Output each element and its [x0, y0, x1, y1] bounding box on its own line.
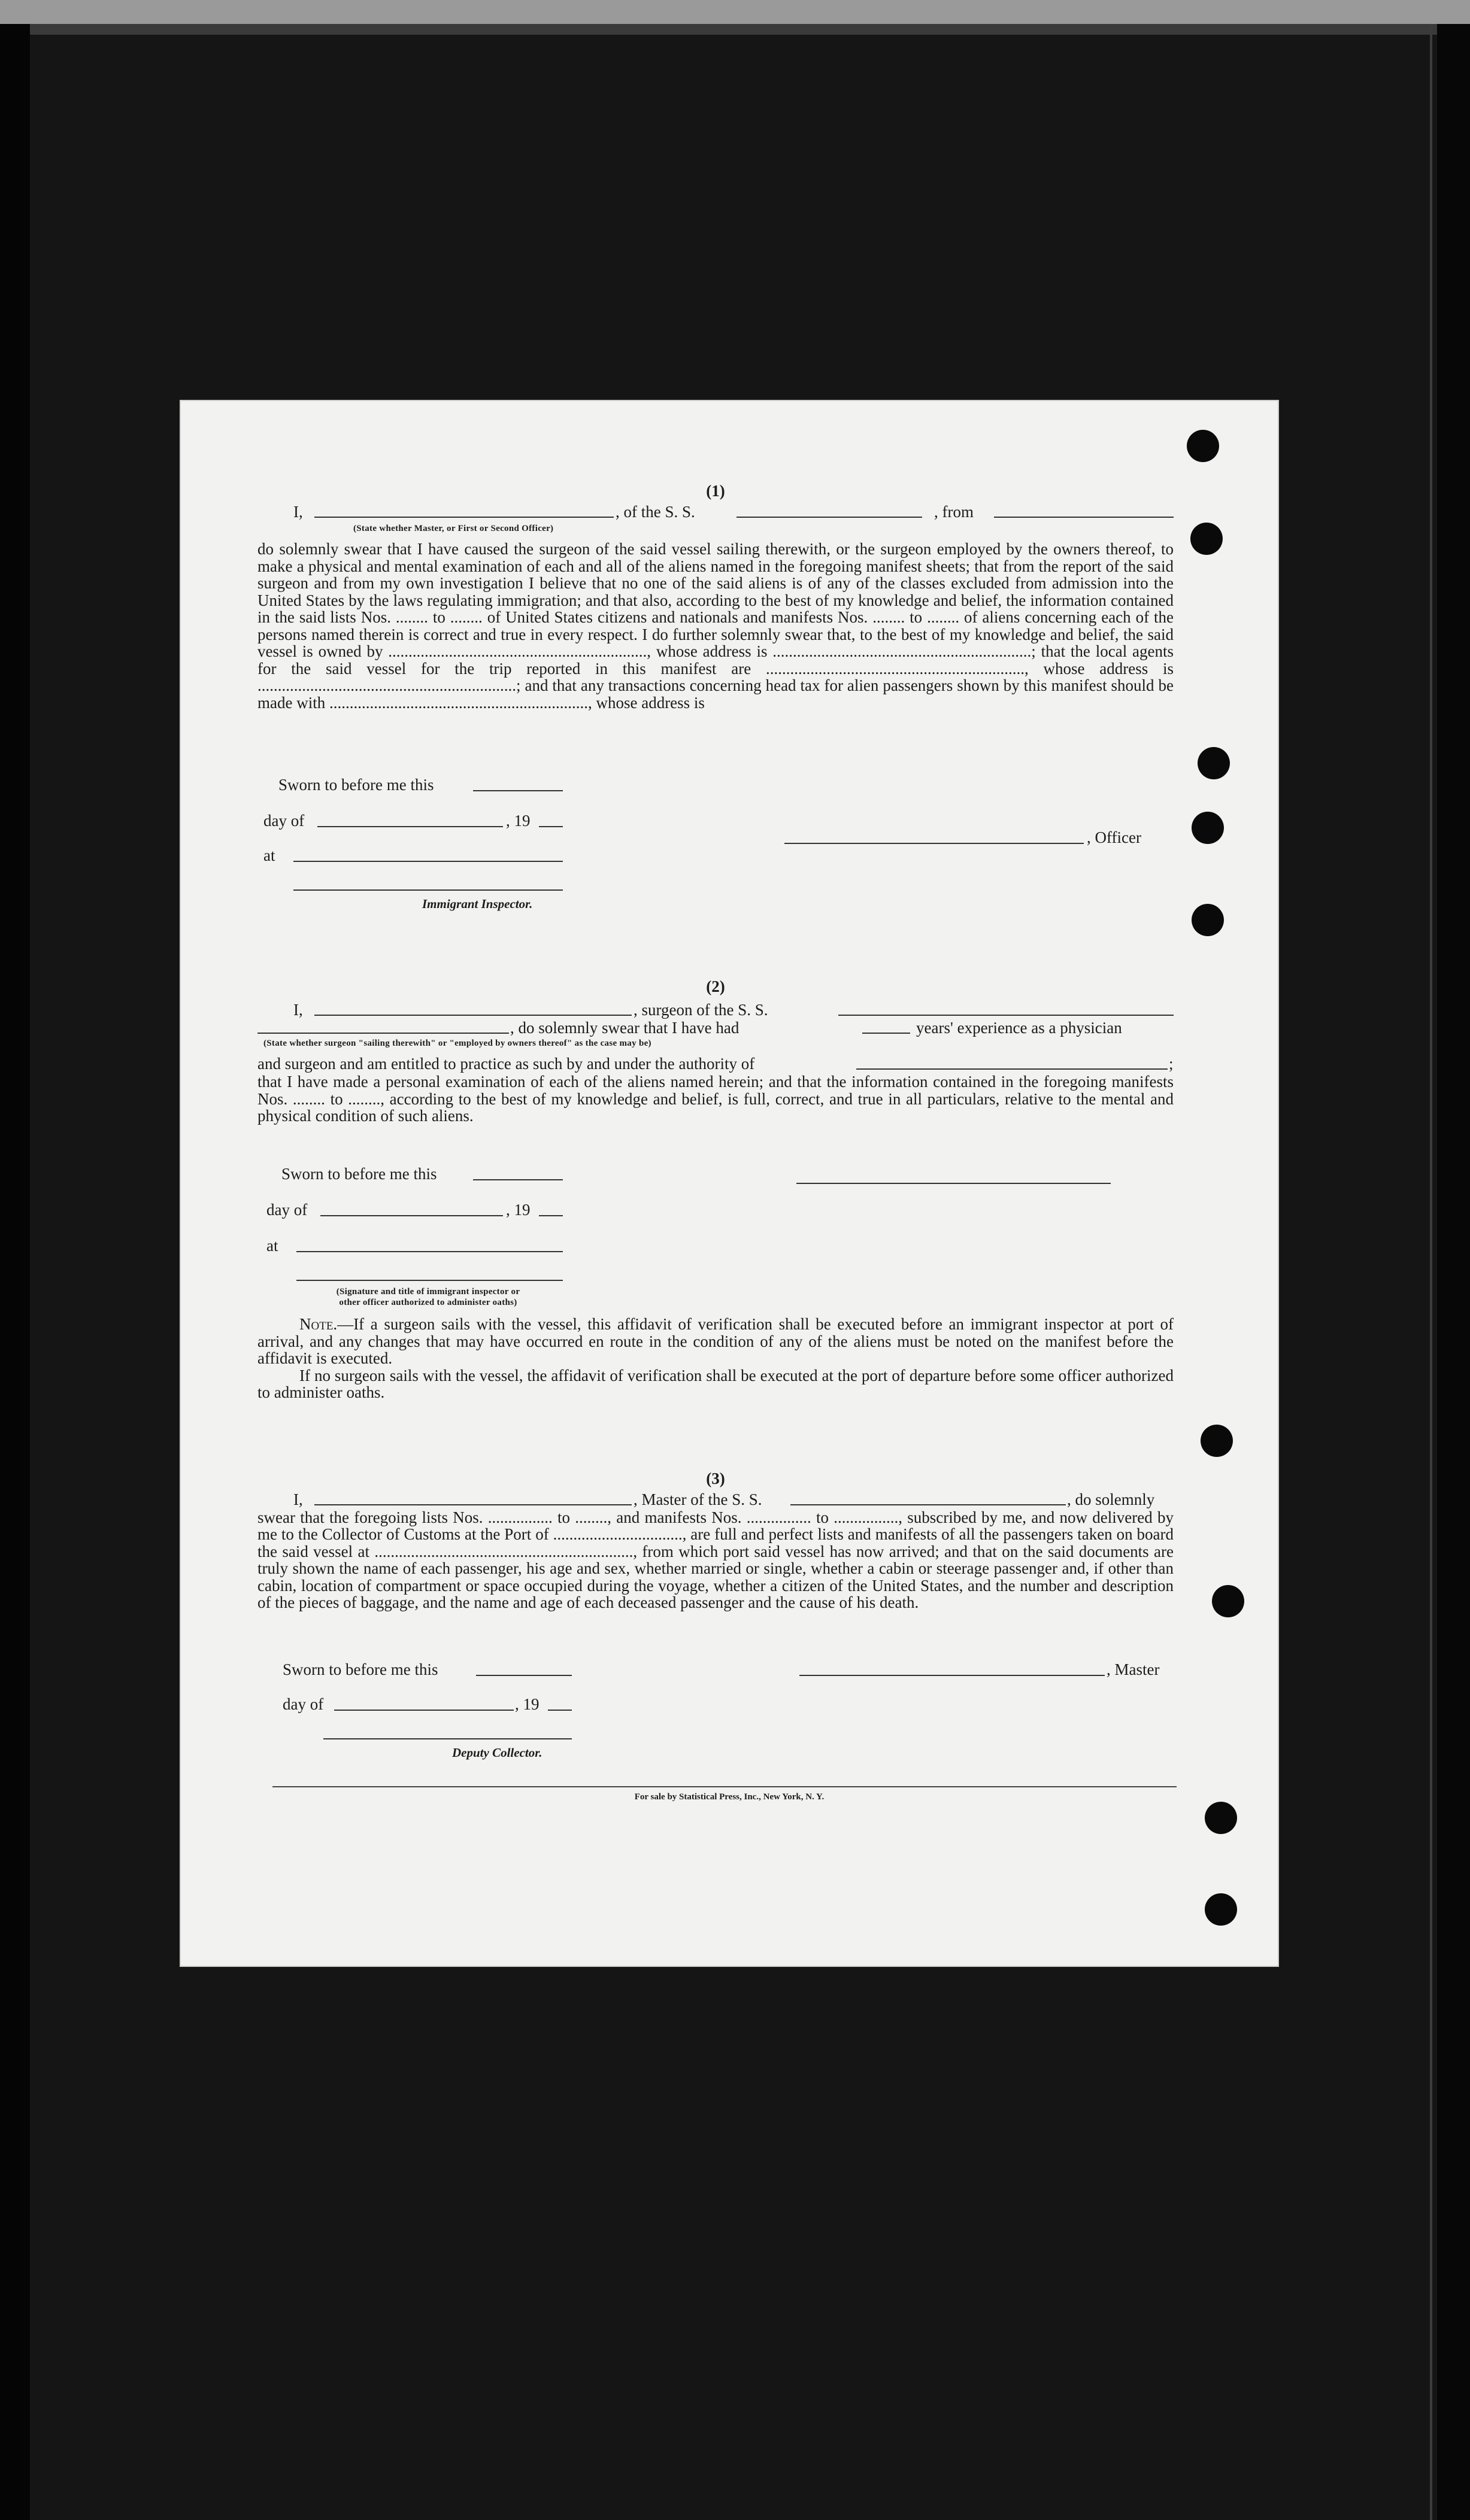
section-1-of-ss: , of the S. S. [616, 502, 695, 521]
year-line-1 [539, 826, 563, 827]
note-text: —If a surgeon sails with the vessel, this affidavit of verification shall be executed before an immigrant inspector at port of arrival, and any changes that may have occurred en route in the condition of any of the aliens must be noted on the manifest before the affidavit is executed. [257, 1315, 1174, 1367]
sworn-line-1 [473, 790, 563, 791]
year-label-2: , 19 [506, 1201, 531, 1219]
inspector-signature-line-2 [296, 1280, 563, 1281]
section-2-years: years' experience as a physician [916, 1018, 1122, 1037]
section-3-swear: , do solemnly [1067, 1490, 1155, 1508]
immigrant-inspector-label: Immigrant Inspector. [422, 897, 533, 911]
punch-hole [1212, 1585, 1244, 1617]
signature-title-caption-2: other officer authorized to administer oaths) [339, 1298, 517, 1307]
note-paragraph-2: If no surgeon sails with the vessel, the affidavit of verification shall be executed at the port of departure before some officer authorized to administer oaths. [257, 1366, 1174, 1401]
section-1-caption: (State whether Master, or First or Second Officer) [353, 523, 554, 533]
surgeon-type-line [257, 1033, 509, 1034]
section-2-number: (2) [706, 977, 725, 995]
punch-hole [1205, 1893, 1237, 1926]
film-edge-line [1430, 24, 1432, 2520]
sworn-line-3 [476, 1675, 572, 1676]
vessel-name-line [736, 517, 922, 518]
sworn-label-3: Sworn to before me this [283, 1660, 438, 1678]
officer-signature-line [784, 843, 1084, 844]
master-signature-line [799, 1675, 1105, 1676]
surgeon-note [257, 1316, 1174, 1401]
section-1 [257, 482, 1174, 711]
section-2-header-line [257, 1001, 1174, 1019]
section-3-header-line [257, 1491, 1174, 1509]
day-of-label-2: day of [266, 1201, 308, 1219]
section-3 [257, 1470, 1174, 1611]
punch-hole [1205, 1802, 1237, 1834]
section-1-number: (1) [706, 482, 725, 500]
film-border-right [1437, 24, 1470, 2520]
punch-hole [1192, 904, 1224, 936]
at-label-2: at [266, 1237, 278, 1255]
master-name-line [314, 1504, 632, 1505]
years-line [862, 1033, 910, 1034]
at-line-1 [293, 861, 563, 862]
section-2-surgeon: , surgeon of the S. S. [634, 1000, 768, 1019]
section-2-caption: (State whether surgeon "sailing therewith" or "employed by owners thereof" as the case may be) [263, 1038, 651, 1048]
origin-port-line [994, 517, 1174, 518]
section-2-body: that I have made a personal examination of each of the aliens named herein; and that the information contained in the foregoing manifests Nos. ........ to ........, according to the best of my knowledge and belief, is full, correct, and true in all particulars, relative to the mental and physical condition of such aliens. [257, 1073, 1174, 1125]
year-line-2 [539, 1215, 563, 1216]
year-label-3: , 19 [515, 1695, 539, 1713]
year-label-1: , 19 [506, 812, 531, 830]
punch-hole [1187, 430, 1219, 462]
sworn-label-1: Sworn to before me this [278, 776, 434, 794]
section-1-i: I, [293, 502, 303, 521]
film-border-top [0, 0, 1470, 24]
surgeon-name-line [314, 1015, 632, 1016]
section-2-i: I, [293, 1000, 303, 1019]
day-of-label-3: day of [283, 1695, 324, 1713]
day-of-label-1: day of [263, 812, 305, 830]
section-2-swear: , do solemnly swear that I have had [510, 1018, 739, 1037]
note-label: Note. [299, 1315, 338, 1333]
sworn-line-2 [473, 1179, 563, 1180]
inspector-signature-line [293, 889, 563, 891]
collector-signature-line [323, 1738, 572, 1739]
section-1-body: do solemnly swear that I have caused the surgeon of the said vessel sailing therewith, or the surgeon employed by the owners thereof, to make a physical and mental examination of each and all of the aliens named in the foregoing manifest sheets; that from the report of the said surgeon and from my own investigation I believe that no one of the said aliens is of any of the classes excluded from admission into the United States by the laws regulating immigration; and that also, according to the best of my knowledge and belief, the information contained in the said lists Nos. ........ to ........ of United States citizens and nationals and manifests Nos. ........ to ........ of aliens concerning each of the persons named therein is correct and true in every respect. I do further solemnly swear that, to the best of my knowledge and belief, the said vessel is owned by ................................................................, whose address is ................................................................; that the local agents for the said vessel for the trip reported in this manifest are ................................................................, whose address is ................................................................; and that any transactions concerning head tax for alien passengers shown by this manifest should be made with ................................................................, whose address is [257, 540, 1174, 712]
section-3-vessel-line [790, 1504, 1066, 1505]
section-2-second-line [257, 1019, 1174, 1037]
punch-hole [1190, 523, 1223, 555]
authority-line [856, 1068, 1168, 1070]
surgeon-signature-line [796, 1183, 1111, 1184]
section-3-master: , Master of the S. S. [634, 1490, 762, 1508]
film-border-shadow [0, 24, 1470, 35]
sworn-label-2: Sworn to before me this [281, 1165, 437, 1183]
punch-hole [1192, 812, 1224, 844]
section-2-authority: and surgeon and am entitled to practice as such by and under the authority of [257, 1055, 755, 1073]
deputy-collector-label: Deputy Collector. [452, 1745, 542, 1760]
note-paragraph-1 [257, 1316, 1174, 1367]
punch-hole [1198, 747, 1230, 779]
footer-rule [272, 1786, 1177, 1787]
section-3-body: swear that the foregoing lists Nos. ................ to ........, and manifests Nos. ................ to ................, subscribed by me, and now delivered by me to the Collector of Customs at the Port of ................................, are full and perfect lists and manifests of all the passengers taken on board the said vessel at ................................................................, from which port said vessel has now arrived; and that on the said documents are truly shown the name of each passenger, his age and sex, whether married or single, whether a cabin or steerage passenger and, if other than cabin, location of compartment or space occupied during the voyage, whether a citizen of the United States, and the number and description of the pieces of baggage, and the name and age of each deceased passenger and the cause of his death. [257, 1508, 1174, 1611]
printer-imprint: For sale by Statistical Press, Inc., New York, N. Y. [634, 1792, 825, 1802]
at-label-1: at [263, 846, 275, 864]
day-line-2 [320, 1215, 503, 1216]
signature-title-caption-1: (Signature and title of immigrant inspector or [336, 1287, 520, 1297]
master-label: , Master [1107, 1660, 1160, 1678]
film-border-left [0, 24, 30, 2520]
at-line-2 [296, 1251, 563, 1252]
year-line-3 [548, 1710, 572, 1711]
section-1-header-line [257, 503, 1174, 521]
section-3-number: (3) [706, 1470, 725, 1487]
section-2-authority-line [257, 1055, 1174, 1073]
day-line-1 [317, 826, 503, 827]
section-2 [257, 978, 1174, 1125]
section-1-from: , from [934, 502, 974, 521]
day-line-3 [334, 1710, 514, 1711]
section-2-vessel-line [838, 1015, 1174, 1016]
semicolon: ; [1169, 1055, 1174, 1073]
officer-rank-line [314, 517, 614, 518]
manifest-affidavit-page [180, 400, 1279, 1967]
punch-hole [1201, 1425, 1233, 1457]
officer-label: , Officer [1087, 828, 1141, 846]
section-3-i: I, [293, 1490, 303, 1508]
